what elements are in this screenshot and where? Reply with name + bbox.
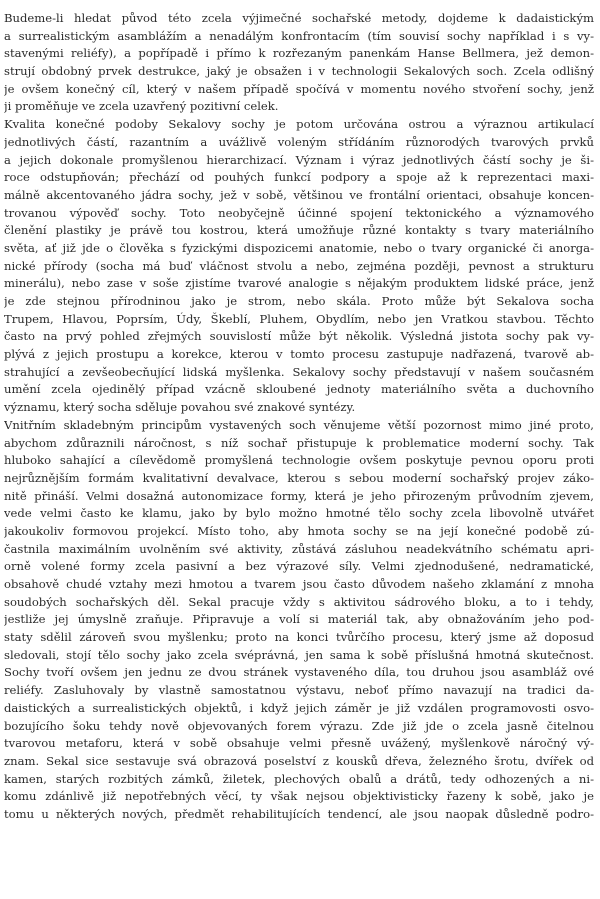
text-line: nické přírody (socha má buď vláčnost stvolu a nebo, zejména později, pevnost a strukturu bbox=[4, 258, 594, 273]
text-line: členění plastiky je právě tou kostrou, která umožňuje různé kontakty s tvary materiálního bbox=[4, 223, 594, 238]
text-line: obsahově chudé vztahy mezi hmotou a tvarem jsou často důvodem našeho zklamání z mnoha bbox=[4, 577, 594, 591]
text-line: sledovali, stojí tělo sochy jako zcela svéprávná, jen sama k sobě příslušná hmotná skutečnost. bbox=[4, 647, 594, 662]
text-line: vede velmi často ke klamu, jako by bylo možno hmotné tělo sochy zcela libovolně utvářet bbox=[4, 506, 594, 521]
text-line: plývá z jejich prostupu a korekce, kterou v tomto procesu zastupuje nadřazená, tvarově ab- bbox=[4, 347, 594, 362]
text-line: často na prvý pohled zřejmých souvislostí může být několik. Výsledná jistota sochy pak vy- bbox=[4, 329, 594, 344]
text-line: kamen, starých rozbitých zámků, žiletek, plechových obalů a drátů, tedy odhozených a ni- bbox=[4, 771, 594, 786]
text-line: Budeme-li hledat původ této zcela výjimečné sochařské metody, dojdeme k dadaistickým bbox=[4, 11, 594, 25]
text-line: abychom zdůraznili náročnost, s níž sochař přistupuje k problematice moderní sochy. Tak bbox=[4, 435, 594, 450]
text-line: roce odstupňován; přechází od pouhých funkcí podpory a spoje až k reprezentaci maxi- bbox=[4, 170, 594, 185]
text-line: hluboko sahající a cílevědomě promyšlená technologie ovšem poskytuje pevnou oporu proti bbox=[4, 453, 594, 468]
text-line: jestliže jej úmyslně zraňuje. Připravuje a volí si materiál tak, aby obnažováním jeho pod- bbox=[4, 612, 594, 627]
text-line: jednotlivých částí, razantním a uvážlivě voleným střídáním různorodých tvarových prvků bbox=[4, 134, 594, 149]
text-line: minerálu), nebo zase v soše zjistíme tvarové analogie s nějakým produktem lidské práce, jenž bbox=[4, 276, 594, 291]
text-line: je zde stejnou přírodninou jako je strom, nebo skála. Proto může být Sekalova socha bbox=[4, 294, 594, 308]
paragraph-1 bbox=[4, 10, 594, 116]
text-line: významu, který socha sděluje povahou své znakové syntézy. bbox=[4, 400, 356, 415]
text-line: Trupem, Hlavou, Poprsím, Údy, Škeblí, Pluhem, Obydlím, nebo jen Vratkou stavbou. Těchto bbox=[4, 311, 594, 326]
text-line: strují obdobný prvek destrukce, jaký je obsažen i v technologii Sekalových soch. Zcela odlišný bbox=[4, 64, 594, 79]
text-line: daistických a surrealistických objektů, i když jejich záměr je již vzdálen programovosti osvo- bbox=[4, 700, 594, 715]
text-line: orně volené formy zcela pasivní a bez výrazové síly. Velmi zjednodušené, nedramatické, bbox=[4, 559, 594, 574]
text-line: nejrůznějším formám kvalitativní devalvace, kterou s sebou moderní sochařský projev záko- bbox=[4, 470, 594, 485]
text-line: jakoukoliv formovou projekcí. Místo toho, aby hmota sochy se na její konečné podobě zú- bbox=[4, 523, 594, 538]
text-line: tvarovou metaforu, která v sobě obsahuje velmi přesně uvážený, myšlenkově náročný vý- bbox=[4, 736, 594, 751]
text-line: je ovšem konečný cíl, který v našem případě spočívá v momentu nového stvoření sochy, jenž bbox=[4, 81, 594, 96]
text-line: Vnitřním skladebným principům vystavených soch věnujeme větší pozornost mimo jiné proto, bbox=[4, 417, 594, 432]
text-line: častnila maximálním uvolněním své aktivity, zůstává zásluhou neadekvátního schématu apri- bbox=[4, 541, 594, 556]
text-line: stavenými reliéfy), a popřípadě i přímo k rozřezaným panenkám Hanse Bellmera, jež demon- bbox=[4, 46, 594, 61]
text-line: Kvalita konečné podoby Sekalovy sochy je potom určována ostrou a výraznou artikulací bbox=[4, 117, 594, 132]
text-line: a jejich dokonale promyšlenou hierarchizací. Význam i výraz jednotlivých částí sochy je ši- bbox=[4, 152, 594, 167]
text-line: znam. Sekal sice sestavuje svá obrazová poselství z kousků dřeva, železného šrotu, dvířek od bbox=[4, 753, 594, 768]
text-line: ji proměňuje ve zcela uzavřený pozitivní celek. bbox=[4, 99, 279, 114]
paragraph-2 bbox=[4, 116, 594, 417]
text-line: soudobých sochařských děl. Sekal pracuje vždy s aktivitou sádrového bloku, a to i tehdy, bbox=[4, 594, 594, 609]
text-line: strahující a zevšeobecňující lidská myšlenka. Sekalovy sochy představují v našem současném bbox=[4, 364, 594, 379]
document-page bbox=[4, 10, 594, 824]
text-line: reliéfy. Zasluhovaly by vlastně samostatnou výstavu, neboť přímo navazují na tradici da- bbox=[4, 683, 594, 698]
text-line: Sochy tvoří ovšem jen jednu ze dvou stránek vystaveného díla, tou druhou jsou asambláž ové bbox=[4, 665, 594, 680]
text-line: bozujícího šoku tehdy nově objevovaných forem výrazu. Zde již jde o zcela jasně čitelnou bbox=[4, 718, 594, 733]
text-line: světa, ať již jde o člověka s fyzickými dispozicemi anatomie, nebo o tvary organické či anorga- bbox=[4, 240, 594, 255]
text-line: málně akcentovaného jádra sochy, jež v sobě, většinou ve frontální orientaci, obsahuje koncen- bbox=[4, 187, 594, 202]
paragraph-3 bbox=[4, 417, 594, 824]
text-line: trovanou výpověď sochy. Toto neobyčejně účinné spojení tektonického a významového bbox=[4, 205, 594, 220]
text-line: staty sdělil zároveň svou myšlenku; proto na konci tvůrčího procesu, který jsme až doposud bbox=[4, 630, 594, 645]
text-line: nitě přináší. Velmi dosažná autonomizace formy, která je jeho přirozeným průvodním zjevem, bbox=[4, 488, 594, 503]
text-line: tomu u některých nových, předmět rehabilitujících tendencí, ale jsou naopak důsledně podro- bbox=[4, 806, 594, 821]
text-line: komu zdánlivě již nepotřebných věcí, ty však nejsou objektivisticky řazeny k sobě, jako je bbox=[4, 789, 594, 804]
text-line: umění zcela ojedinělý případ vzácně skloubené jednoty materiálního světa a duchovního bbox=[4, 382, 594, 397]
text-line: a surrealistickým asamblážím a nenadálým konfrontacím (tím souvisí sochy například i s vy- bbox=[4, 28, 594, 43]
